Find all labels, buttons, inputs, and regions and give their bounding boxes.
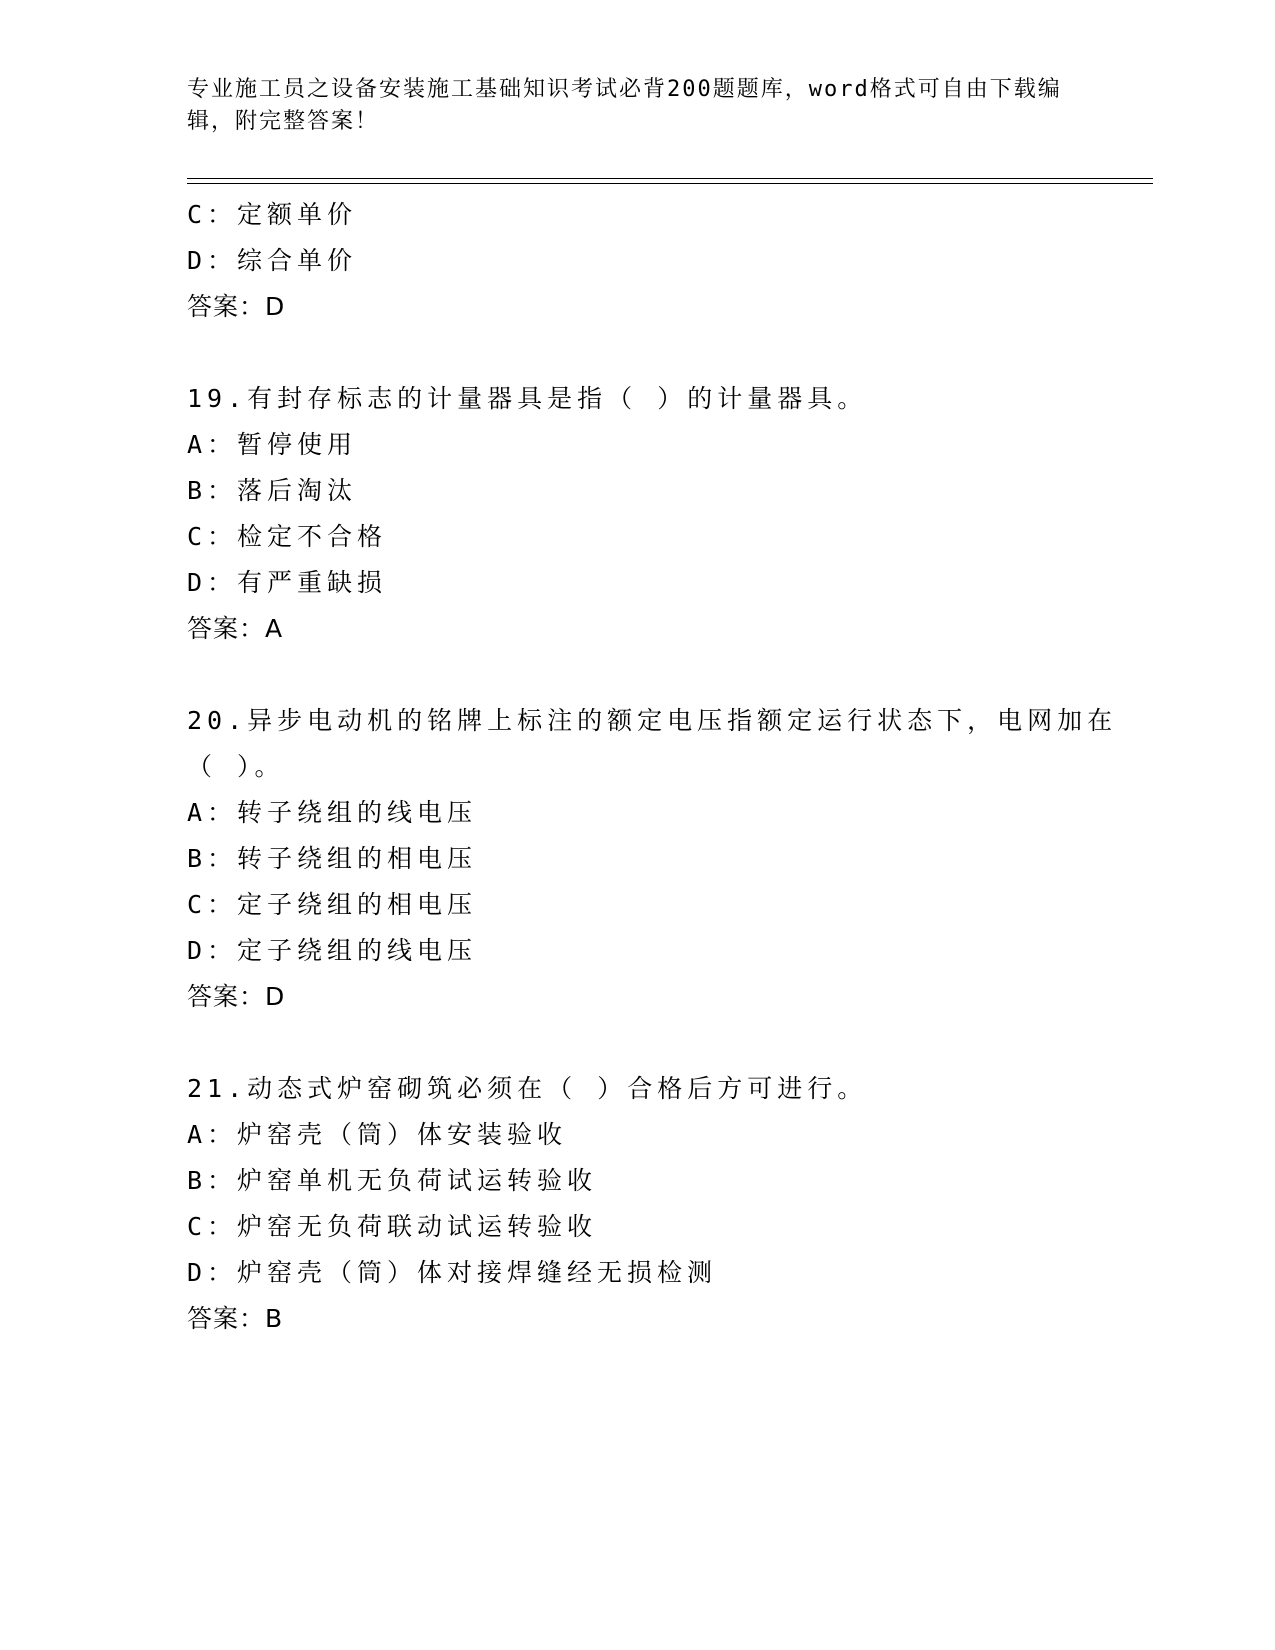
header-divider-top (187, 178, 1153, 179)
option-a: A：暂停使用 (187, 430, 358, 459)
spacer (187, 652, 1087, 698)
question-20 (187, 698, 1118, 1020)
answer-line: 答案：D (187, 292, 286, 321)
document-header: 专业施工员之设备安装施工基础知识考试必背200题题库，word格式可自由下载编辑，附完整答案！ (187, 77, 1062, 134)
option-d: D：综合单价 (187, 246, 358, 275)
option-d: D：有严重缺损 (187, 568, 388, 597)
answer-line: 答案：B (187, 1304, 284, 1333)
question-list (187, 192, 1118, 1342)
option-c: C：定额单价 (187, 200, 358, 229)
header-divider-bottom (187, 183, 1153, 184)
question-stem-line-2: （ ）。 (187, 752, 285, 781)
question-18-tail (187, 192, 1087, 330)
option-d: D：定子绕组的线电压 (187, 936, 478, 965)
question-21 (187, 1066, 1087, 1342)
option-b: B：炉窑单机无负荷试运转验收 (187, 1166, 598, 1195)
question-stem: 21.动态式炉窑砌筑必须在（ ）合格后方可进行。 (187, 1074, 868, 1103)
answer-line: 答案：D (187, 982, 286, 1011)
spacer (187, 1020, 1087, 1066)
option-d: D：炉窑壳（筒）体对接焊缝经无损检测 (187, 1258, 718, 1287)
option-a: A：转子绕组的线电压 (187, 798, 478, 827)
spacer (187, 330, 1087, 376)
answer-line: 答案：A (187, 614, 284, 643)
question-stem-line-1: 20.异步电动机的铭牌上标注的额定电压指额定运行状态下，电网加在 (187, 706, 1118, 735)
option-c: C：定子绕组的相电压 (187, 890, 478, 919)
option-b: B：落后淘汰 (187, 476, 358, 505)
option-c: C：炉窑无负荷联动试运转验收 (187, 1212, 598, 1241)
option-c: C：检定不合格 (187, 522, 388, 551)
option-b: B：转子绕组的相电压 (187, 844, 478, 873)
option-a: A：炉窑壳（筒）体安装验收 (187, 1120, 568, 1149)
question-19 (187, 376, 1087, 652)
question-stem: 19.有封存标志的计量器具是指（ ）的计量器具。 (187, 384, 868, 413)
